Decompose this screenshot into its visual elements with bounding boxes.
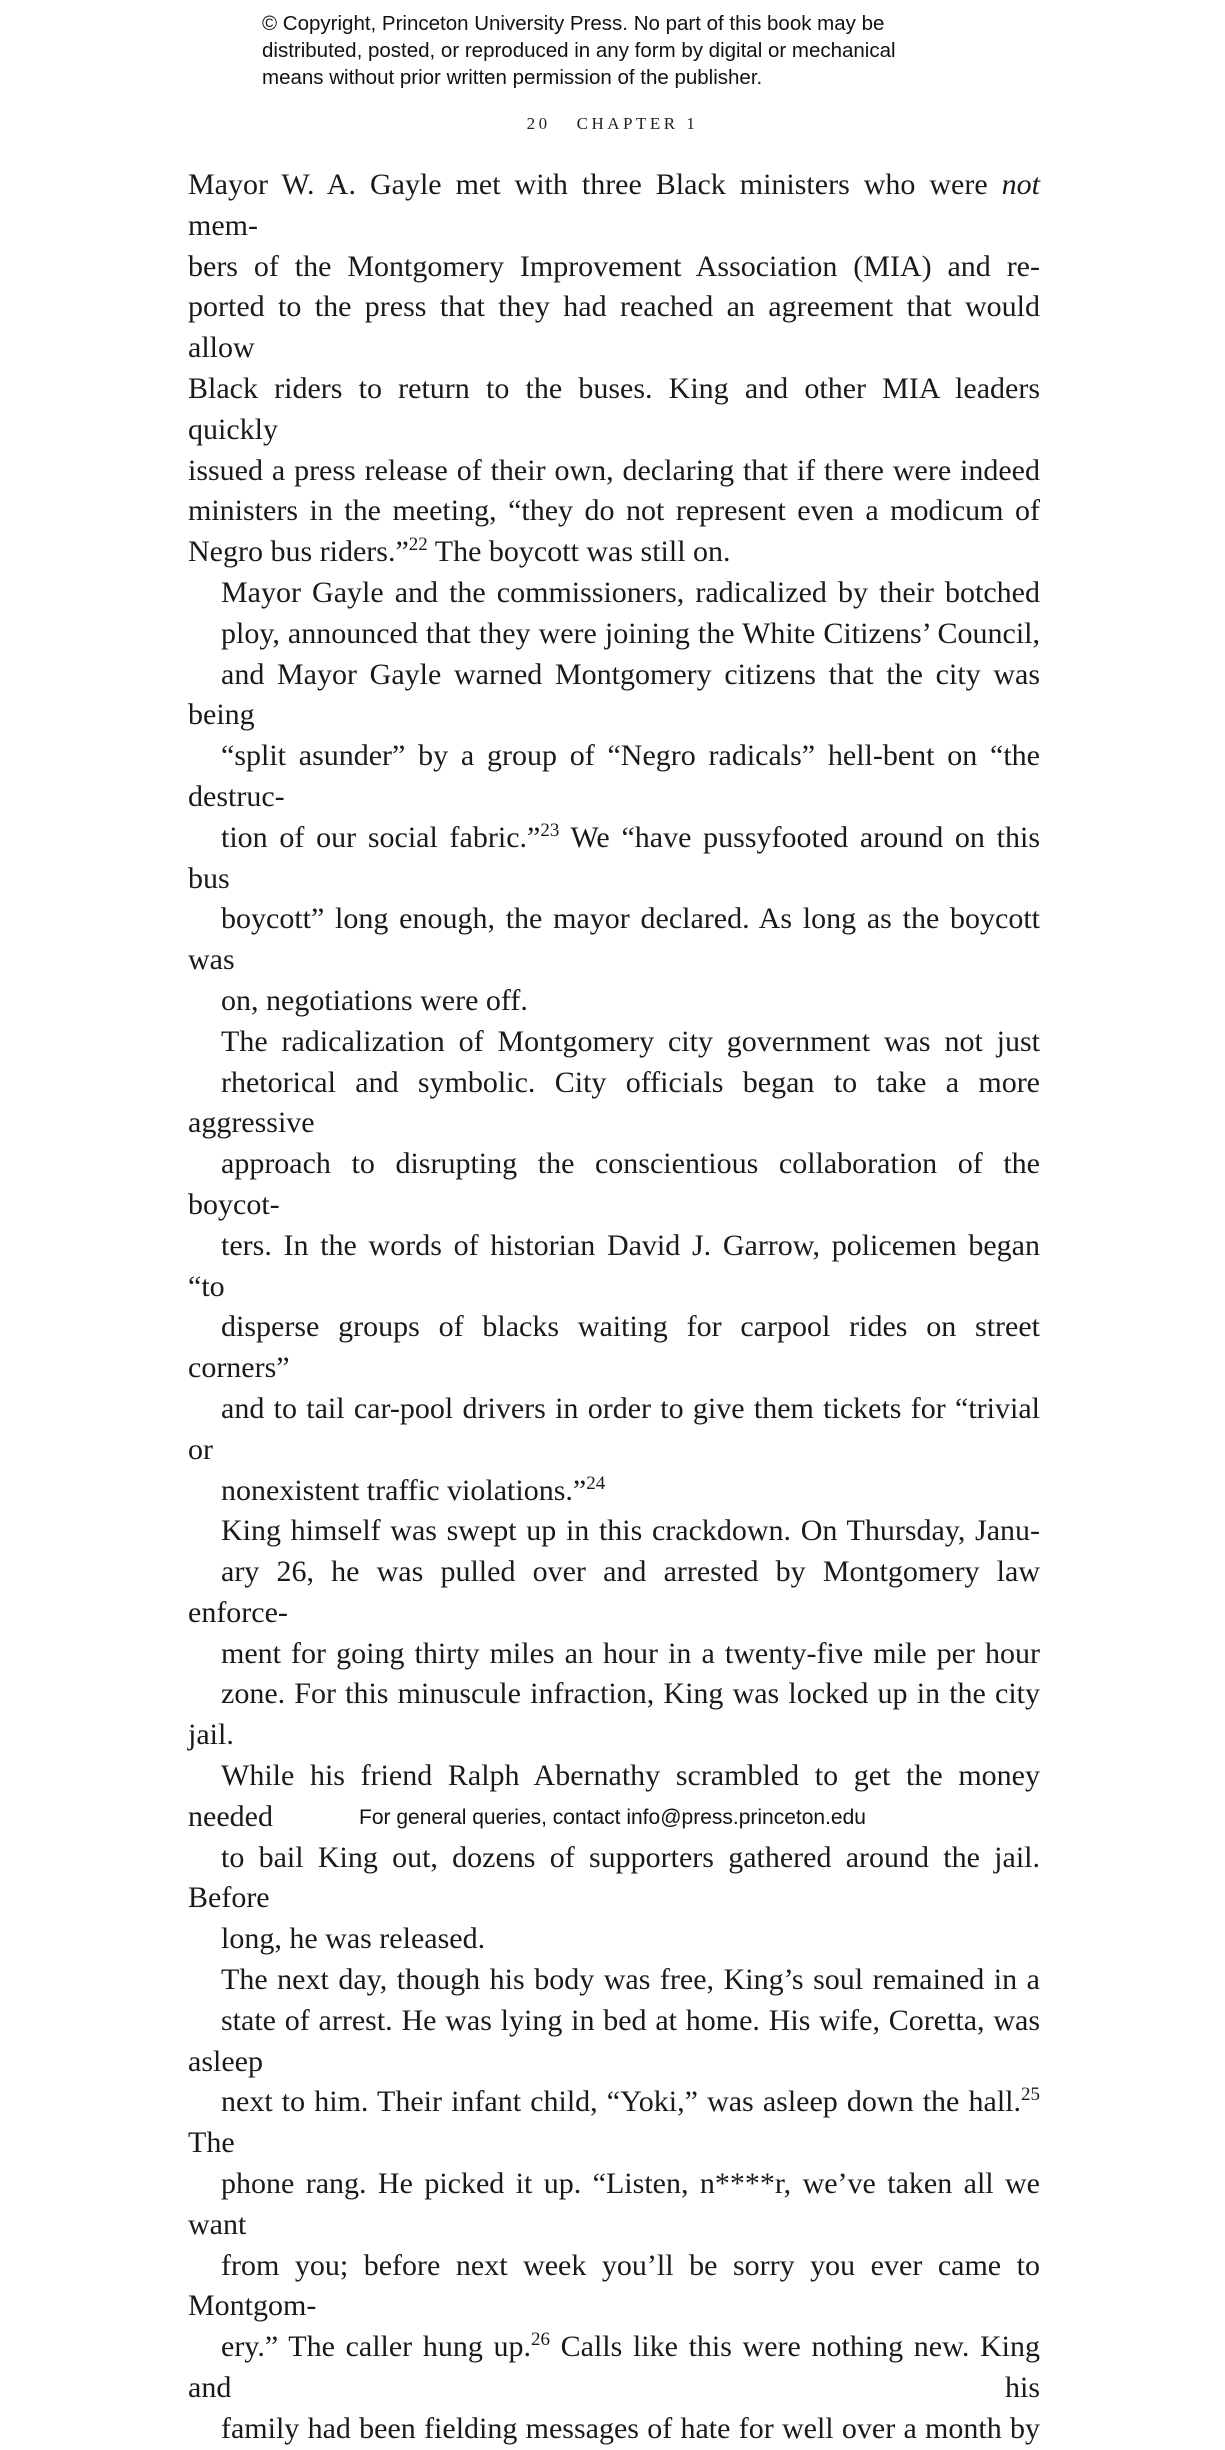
text-line: ery.” The caller hung up.$^{26}$ Calls like this were nothing new. King and his bbox=[188, 2329, 1040, 2405]
text-line: King himself was swept up in this crackdown. On Thursday, Janu- bbox=[221, 1514, 1040, 1548]
text-line: approach to disrupting the conscientious collaboration of the boycot- bbox=[188, 1147, 1040, 1221]
text-line: on, negotiations were off. bbox=[221, 983, 528, 1017]
copyright-line: distributed, posted, or reproduced in any form by digital or mechanical bbox=[262, 39, 896, 62]
text-line: disperse groups of blacks waiting for carpool rides on street corners” bbox=[188, 1310, 1040, 1385]
text-line: While his friend Ralph Abernathy scrambled to get the money needed bbox=[188, 1759, 1040, 1833]
text-line: The radicalization of Montgomery city government was not just bbox=[221, 1024, 1040, 1058]
paragraph bbox=[188, 573, 1040, 1022]
text-line: Mayor W. A. Gayle met with three Black ministers who were not mem- bbox=[188, 168, 1040, 242]
footnote-marker: 26 bbox=[530, 2329, 550, 2351]
body-text bbox=[188, 165, 1040, 2450]
footer-contact: For general queries, contact info@press.princeton.edu bbox=[359, 1806, 866, 1829]
copyright-line: means without prior written permission of the publisher. bbox=[262, 66, 763, 89]
copyright-notice bbox=[262, 10, 1022, 91]
text-line: bers of the Montgomery Improvement Association (MIA) and re- bbox=[188, 249, 1040, 283]
text-line: issued a press release of their own, declaring that if there were indeed bbox=[188, 453, 1040, 487]
emphasis: not bbox=[1001, 168, 1040, 201]
text-line: ported to the press that they had reached an agreement that would allow bbox=[188, 290, 1040, 365]
copyright-line: © Copyright, Princeton University Press. No part of this book may be bbox=[262, 12, 885, 35]
footnote-marker: 22 bbox=[408, 534, 428, 556]
text-line: tion of our social fabric.”$^{23}$ We “have pussyfooted around on this bus bbox=[188, 819, 1040, 895]
text-line: to bail King out, dozens of supporters gathered around the jail. Before bbox=[188, 1840, 1040, 1915]
text-line: ment for going thirty miles an hour in a twenty-five mile per hour bbox=[221, 1636, 1040, 1670]
paragraph bbox=[188, 1511, 1040, 1960]
text-line: and to tail car-pool drivers in order to give them tickets for “trivial or bbox=[188, 1391, 1040, 1466]
text-line: zone. For this minuscule infraction, King was locked up in the city jail. bbox=[188, 1677, 1040, 1752]
text-line: Mayor Gayle and the commissioners, radicalized by their botched bbox=[221, 575, 1040, 609]
text-line: Negro bus riders.”$^{22}$ The boycott was still on. bbox=[188, 534, 731, 569]
running-head bbox=[0, 114, 1225, 134]
text-line: state of arrest. He was lying in bed at home. His wife, Coretta, was asleep bbox=[188, 2003, 1040, 2078]
text-line: Black riders to return to the buses. King and other MIA leaders quickly bbox=[188, 371, 1040, 446]
text-line: ary 26, he was pulled over and arrested by Montgomery law enforce- bbox=[188, 1555, 1040, 1629]
text-line: ters. In the words of historian David J. Garrow, policemen began “to bbox=[188, 1228, 1040, 1303]
footnote-marker: 25 bbox=[1021, 2084, 1040, 2106]
paragraph bbox=[188, 165, 1040, 573]
text-line: rhetorical and symbolic. City officials began to take a more aggressive bbox=[188, 1065, 1040, 1140]
paragraph bbox=[188, 1022, 1040, 1512]
text-line: long, he was released. bbox=[221, 1922, 486, 1956]
footnote-marker: 24 bbox=[586, 1472, 606, 1494]
text-line: “split asunder” by a group of “Negro radicals” hell-bent on “the destruc- bbox=[188, 739, 1040, 813]
text-line: boycott” long enough, the mayor declared. As long as the boycott was bbox=[188, 902, 1040, 977]
text-line: and Mayor Gayle warned Montgomery citizens that the city was being bbox=[188, 657, 1040, 732]
text-line: next to him. Their infant child, “Yoki,” was asleep down the hall.$^{25}$ The bbox=[188, 2084, 1040, 2160]
text-line: family had been fielding messages of hate for well over a month by bbox=[221, 2411, 1040, 2445]
chapter-label: CHAPTER 1 bbox=[576, 114, 699, 133]
text-line: nonexistent traffic violations.”$^{24}$ bbox=[221, 1472, 606, 1507]
text-line: ploy, announced that they were joining the White Citizens’ Council, bbox=[221, 616, 1040, 650]
paragraph bbox=[188, 1960, 1040, 2450]
text-line: The next day, though his body was free, King’s soul remained in a bbox=[221, 1963, 1040, 1997]
text-line: from you; before next week you’ll be sorry you ever came to Montgom- bbox=[188, 2248, 1040, 2323]
text-line: ministers in the meeting, “they do not represent even a modicum of bbox=[188, 494, 1040, 528]
text-line: phone rang. He picked it up. “Listen, n****r, we’ve taken all we want bbox=[188, 2167, 1040, 2241]
footnote-marker: 23 bbox=[540, 819, 560, 841]
page-number: 20 bbox=[526, 114, 551, 133]
